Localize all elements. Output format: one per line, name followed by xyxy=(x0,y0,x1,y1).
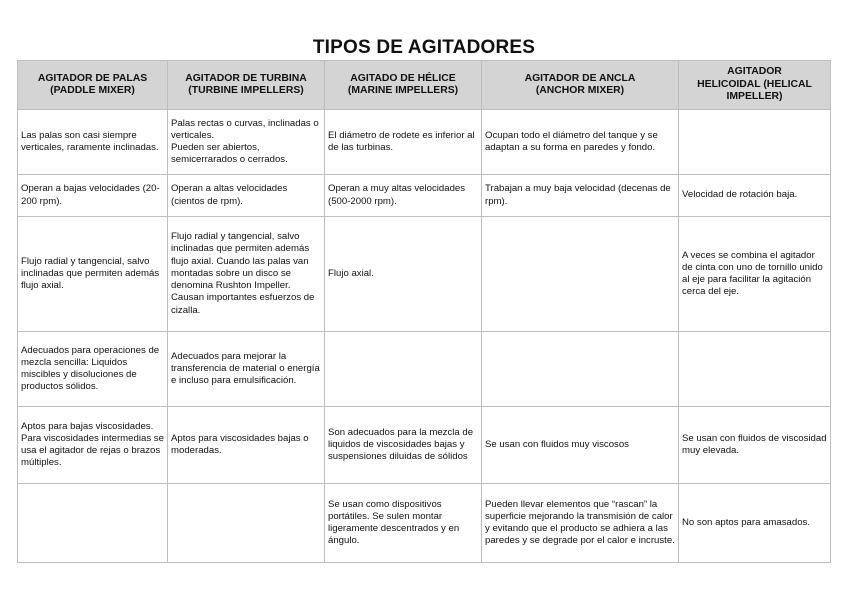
table-cell: Flujo radial y tangencial, salvo inclinadas que permiten además flujo axial. xyxy=(18,217,168,332)
table-cell: Se usan como dispositivos portátiles. Se sulen montar ligeramente descentrados y en ángulo. xyxy=(325,484,482,563)
table-cell xyxy=(168,484,325,563)
table-cell: Flujo radial y tangencial, salvo inclinadas que permiten además flujo axial. Cuando las palas van montadas sobre un disco se denomina Rushton Impeller. Causan importantes esfuerzos de cizalla. xyxy=(168,217,325,332)
table-cell: Velocidad de rotación baja. xyxy=(679,175,831,217)
table-cell: Ocupan todo el diámetro del tanque y se adaptan a su forma en paredes y fondo. xyxy=(482,110,679,175)
table-cell: Adecuados para operaciones de mezcla sencilla: Liquidos miscibles y disoluciones de productos sólidos. xyxy=(18,332,168,407)
table-cell xyxy=(18,484,168,563)
table-cell: El diámetro de rodete es inferior al de las turbinas. xyxy=(325,110,482,175)
table-cell: Operan a altas velocidades (cientos de rpm). xyxy=(168,175,325,217)
table-row xyxy=(18,407,831,484)
table-cell xyxy=(482,332,679,407)
table-header-row xyxy=(18,61,831,110)
table-cell: Flujo axial. xyxy=(325,217,482,332)
table-cell: Adecuados para mejorar la transferencia de material o energía e incluso para emulsificación. xyxy=(168,332,325,407)
page-title: TIPOS DE AGITADORES xyxy=(312,37,536,58)
table-cell: Operan a muy altas velocidades (500-2000 rpm). xyxy=(325,175,482,217)
table-row xyxy=(18,332,831,407)
table-cell: Son adecuados para la mezcla de liquidos de viscosidades bajas y suspensiones diluidas de sólidos xyxy=(325,407,482,484)
table-row xyxy=(18,217,831,332)
table-cell xyxy=(679,332,831,407)
table-cell: Aptos para bajas viscosidades. Para viscosidades intermedias se usa el agitador de rejas o brazos múltiples. xyxy=(18,407,168,484)
table-cell: A veces se combina el agitador de cinta con uno de tornillo unido al eje para facilitar la agitación cerca del eje. xyxy=(679,217,831,332)
table-cell xyxy=(679,110,831,175)
table-cell: Aptos para viscosidades bajas o moderadas. xyxy=(168,407,325,484)
table-cell: Las palas son casi siempre verticales, raramente inclinadas. xyxy=(18,110,168,175)
table-cell: Se usan con fluidos de viscosidad muy elevada. xyxy=(679,407,831,484)
table-cell: Operan a bajas velocidades (20-200 rpm). xyxy=(18,175,168,217)
header-marine-impellers: AGITADO DE HÉLICE (MARINE IMPELLERS) xyxy=(325,61,482,110)
table-cell: Palas rectas o curvas, inclinadas o verticales. Pueden ser abiertos, semicerrarados o cerrados. xyxy=(168,110,325,175)
table-cell xyxy=(482,217,679,332)
table-cell: Trabajan a muy baja velocidad (decenas de rpm). xyxy=(482,175,679,217)
table-row xyxy=(18,110,831,175)
table-cell: Se usan con fluidos muy viscosos xyxy=(482,407,679,484)
table-cell: No son aptos para amasados. xyxy=(679,484,831,563)
header-anchor-mixer: AGITADOR DE ANCLA (ANCHOR MIXER) xyxy=(482,61,679,110)
header-paddle-mixer: AGITADOR DE PALAS (PADDLE MIXER) xyxy=(18,61,168,110)
table-row xyxy=(18,484,831,563)
header-turbine-impellers: AGITADOR DE TURBINA (TURBINE IMPELLERS) xyxy=(168,61,325,110)
agitator-types-table xyxy=(17,60,831,563)
table-cell: Pueden llevar elementos que “rascan” la superficie mejorando la transmisión de calor y evitando que el producto se adhiera a las paredes y se degrade por el calor e incruste. xyxy=(482,484,679,563)
table-cell xyxy=(325,332,482,407)
table-row xyxy=(18,175,831,217)
header-helical-impeller: AGITADOR HELICOIDAL (HELICAL IMPELLER) xyxy=(679,61,831,110)
